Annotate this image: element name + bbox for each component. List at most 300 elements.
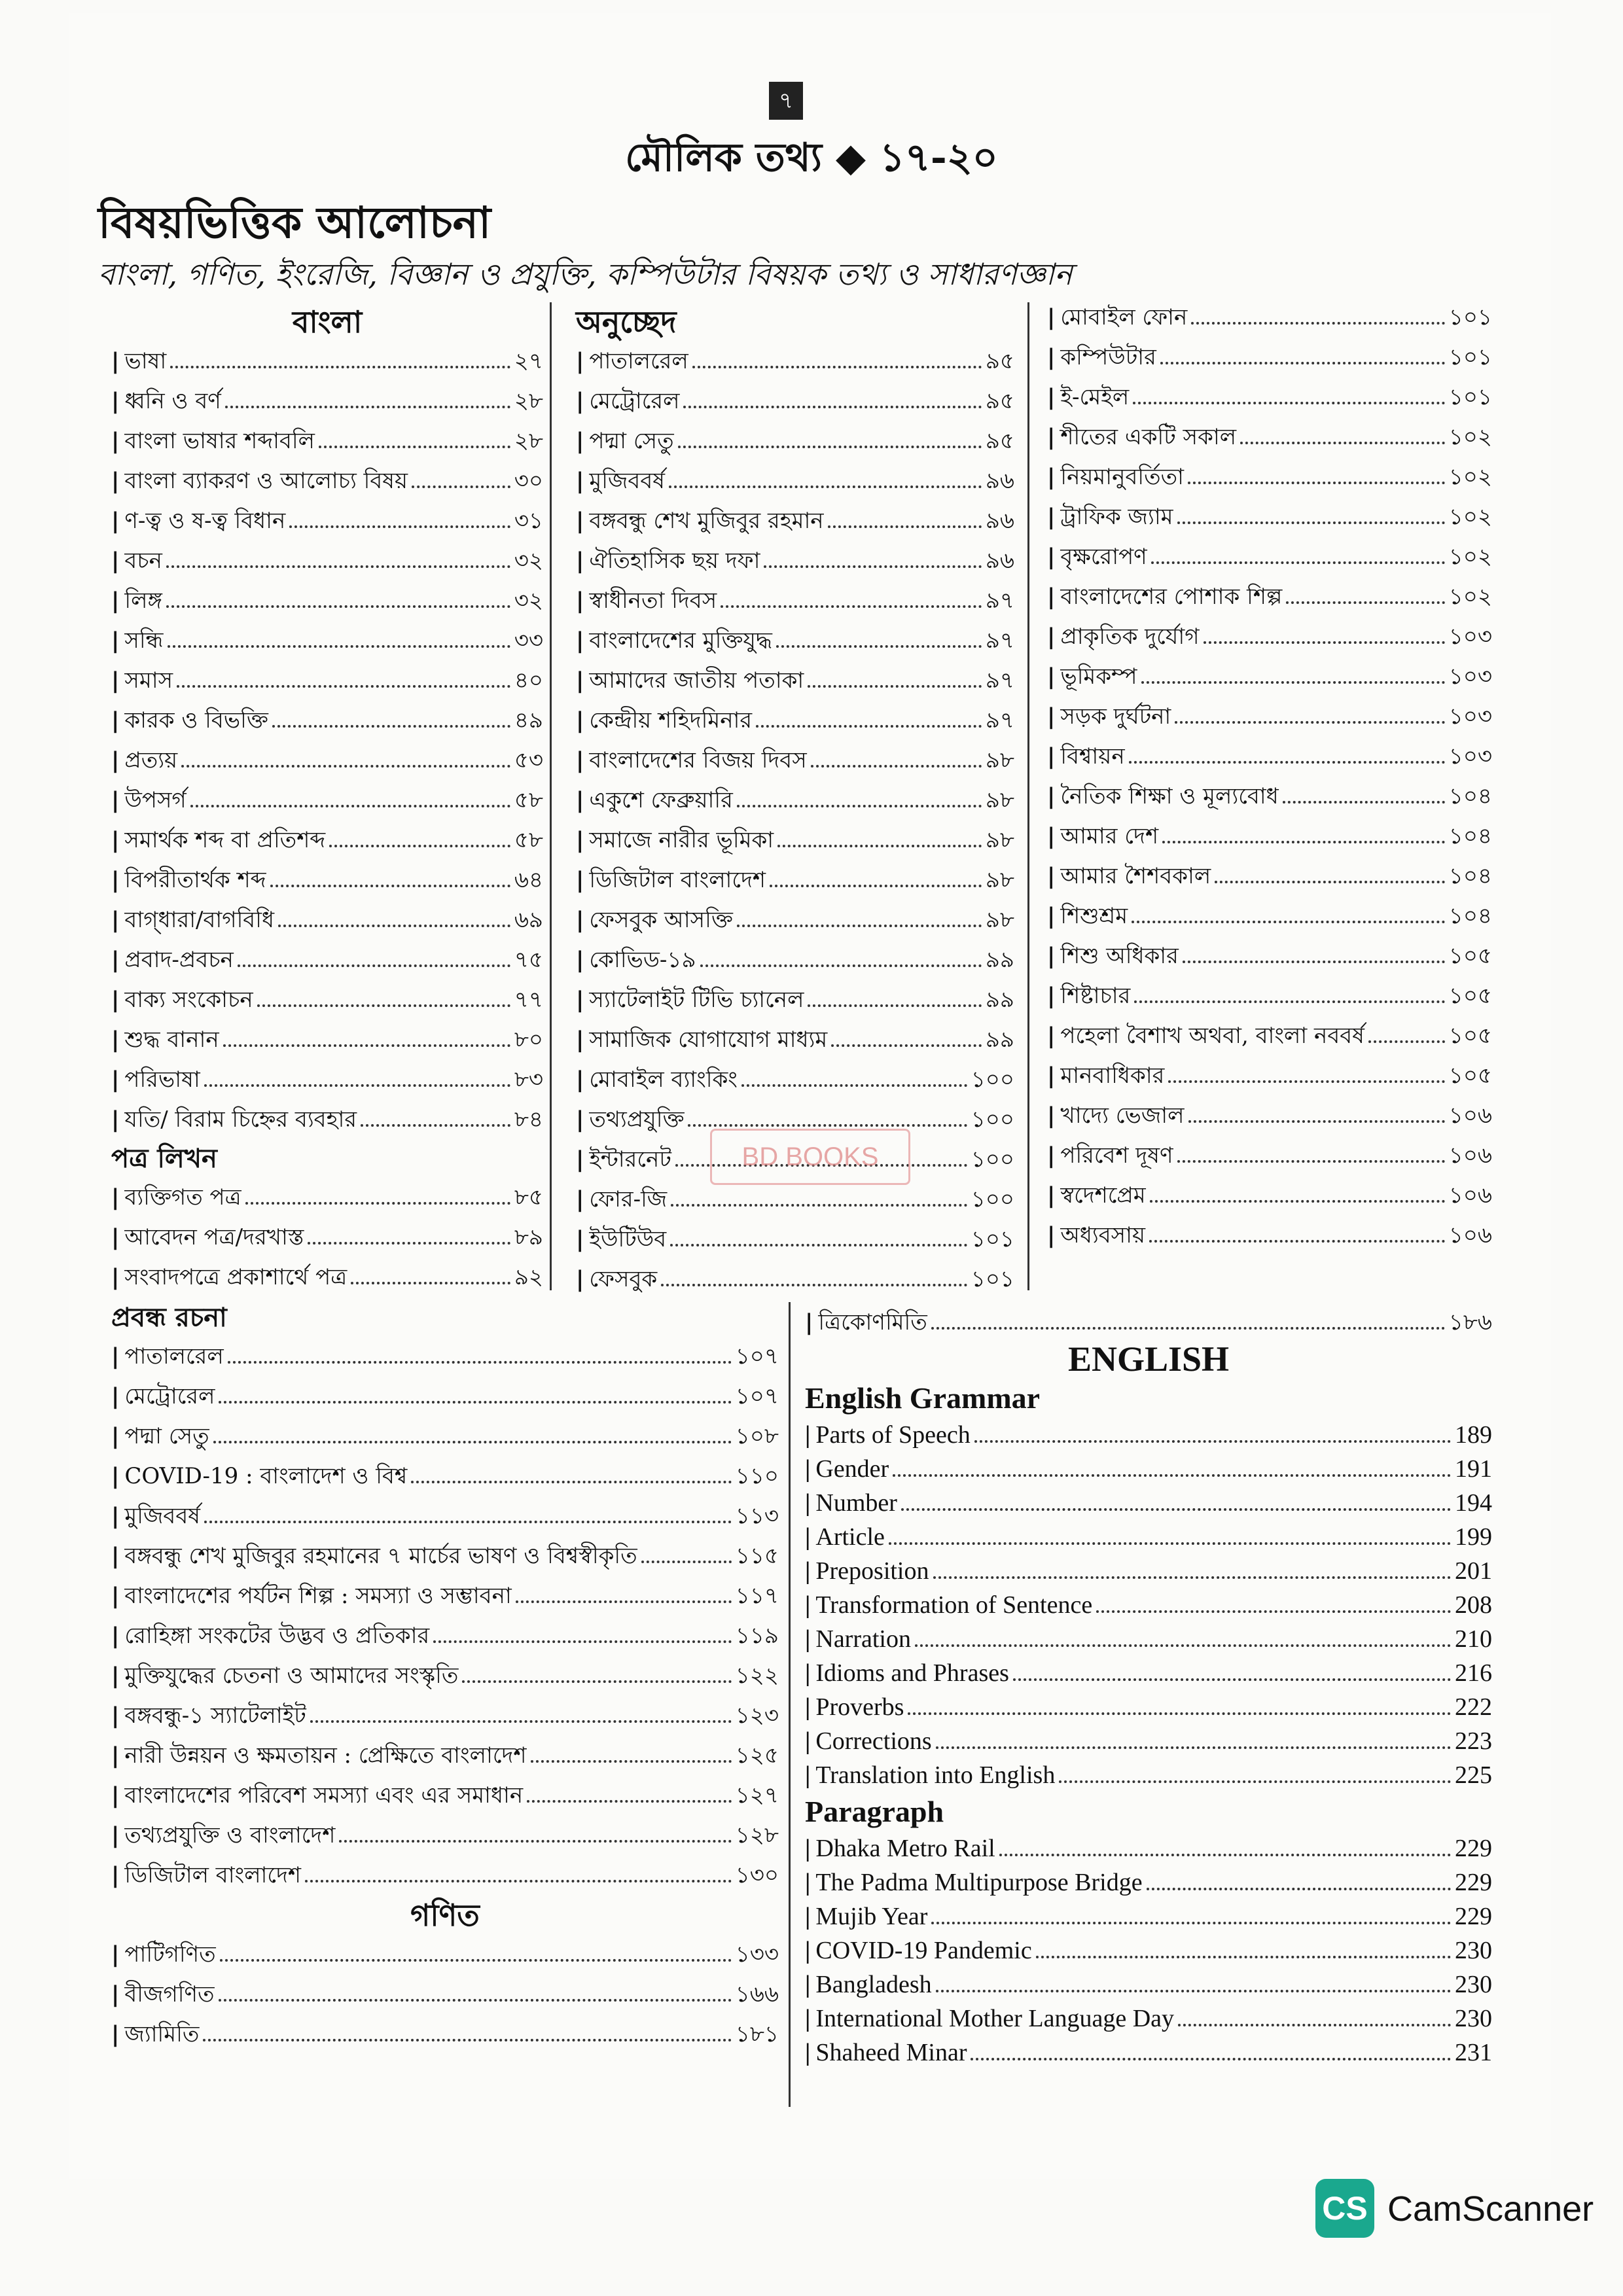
item-page: ১০০ bbox=[971, 1146, 1014, 1173]
item-label: সন্ধি bbox=[124, 627, 164, 654]
item-page: ৮৩ bbox=[514, 1067, 543, 1093]
dot-leader bbox=[257, 993, 510, 1007]
item-label: স্যাটেলাইট টিভি চ্যানেল bbox=[589, 987, 804, 1013]
dot-leader bbox=[1129, 749, 1445, 764]
list-item bbox=[111, 1377, 779, 1417]
list-item bbox=[111, 581, 543, 621]
column-english bbox=[805, 1305, 1492, 2070]
item-page: ৫৮ bbox=[514, 787, 543, 813]
list-item bbox=[1047, 537, 1492, 577]
item-page: ৯৭ bbox=[985, 588, 1014, 614]
item-label: নিয়মানুবর্তিতা bbox=[1060, 464, 1184, 490]
dot-leader bbox=[339, 1828, 731, 1843]
item-page: ১১৩ bbox=[735, 1503, 779, 1529]
bullet-bar: | bbox=[111, 1503, 120, 1529]
dot-leader bbox=[270, 873, 510, 887]
list-item bbox=[576, 541, 1014, 581]
bullet-bar: | bbox=[1047, 983, 1056, 1009]
item-page: ৫৩ bbox=[514, 747, 543, 773]
bullet-bar: | bbox=[111, 1184, 120, 1210]
item-page: ১১০ bbox=[735, 1463, 779, 1489]
item-label: Gender bbox=[815, 1455, 889, 1483]
list-item bbox=[1047, 657, 1492, 697]
dot-leader bbox=[1286, 590, 1444, 604]
bullet-bar: | bbox=[1047, 703, 1056, 730]
item-page: ১০৮ bbox=[735, 1423, 779, 1449]
bullet-bar: | bbox=[1047, 1023, 1056, 1049]
dot-leader bbox=[462, 1669, 731, 1683]
dot-leader bbox=[669, 474, 982, 488]
dot-leader bbox=[1368, 1029, 1445, 1043]
dot-leader bbox=[223, 1033, 510, 1047]
list-item bbox=[576, 781, 1014, 821]
item-page: ৪০ bbox=[514, 667, 543, 694]
list-item bbox=[576, 741, 1014, 781]
list-item bbox=[111, 1060, 543, 1100]
bullet-bar: | bbox=[576, 1027, 584, 1053]
item-page: 191 bbox=[1455, 1455, 1492, 1483]
dot-leader bbox=[811, 753, 982, 768]
list-item bbox=[111, 701, 543, 741]
bullet-bar: | bbox=[576, 1106, 584, 1133]
dot-leader bbox=[1183, 949, 1445, 963]
item-page: ৭৭ bbox=[514, 987, 543, 1013]
item-label: শীতের একটি সকাল bbox=[1060, 424, 1237, 450]
item-page: 230 bbox=[1455, 1971, 1492, 1998]
bullet-bar: | bbox=[111, 428, 120, 454]
dot-leader bbox=[776, 633, 982, 648]
dot-leader bbox=[433, 1629, 732, 1643]
item-label: বাংলাদেশের পরিবেশ সমস্যা এবং এর সমাধান bbox=[124, 1782, 524, 1809]
dot-leader bbox=[641, 1549, 732, 1563]
chapter-header: মৌলিক তথ্য ◆ ১৭-২০ bbox=[625, 135, 998, 181]
bullet-bar: | bbox=[111, 348, 120, 374]
dot-leader bbox=[688, 1112, 967, 1127]
list-item bbox=[111, 342, 543, 381]
bullet-bar: | bbox=[576, 1186, 584, 1212]
dot-leader bbox=[289, 514, 510, 528]
subheading-math: গণিত bbox=[410, 1898, 480, 1933]
column-paragraphs-bn-cont bbox=[1047, 298, 1492, 1256]
item-page: ১০৪ bbox=[1448, 863, 1492, 889]
bullet-bar: | bbox=[805, 1835, 811, 1862]
list-item bbox=[111, 1100, 543, 1140]
dot-leader bbox=[204, 1072, 510, 1087]
dot-leader bbox=[361, 1112, 510, 1127]
dot-leader bbox=[225, 394, 510, 408]
bullet-bar: | bbox=[805, 1523, 811, 1551]
bullet-bar: | bbox=[1047, 663, 1056, 690]
list-item bbox=[111, 541, 543, 581]
item-page: ১২২ bbox=[735, 1663, 779, 1689]
item-label: Transformation of Sentence bbox=[815, 1591, 1093, 1619]
item-label: সামাজিক যোগাযোগ মাধ্যম bbox=[589, 1027, 828, 1053]
list-item bbox=[805, 1520, 1492, 1554]
dot-leader bbox=[931, 1910, 1451, 1924]
bullet-bar: | bbox=[1047, 823, 1056, 849]
item-page: ৯৫ bbox=[985, 348, 1014, 374]
list-item bbox=[111, 1656, 779, 1696]
item-page: ১০৭ bbox=[735, 1343, 779, 1369]
bullet-bar: | bbox=[1047, 1063, 1056, 1089]
bullet-bar: | bbox=[576, 627, 584, 654]
dot-leader bbox=[933, 1564, 1452, 1579]
bullet-bar: | bbox=[111, 1981, 120, 2007]
dot-leader bbox=[737, 793, 982, 807]
item-page: ১৩০ bbox=[735, 1862, 779, 1888]
list-item bbox=[805, 1656, 1492, 1690]
list-item bbox=[1047, 976, 1492, 1016]
item-label: বাক্য সংকোচন bbox=[124, 987, 253, 1013]
list-item bbox=[1047, 1056, 1492, 1096]
item-page: ৮৪ bbox=[514, 1106, 543, 1133]
item-label: ধ্বনি ও বর্ণ bbox=[124, 388, 221, 414]
dot-leader bbox=[278, 913, 510, 927]
item-page: ৪৯ bbox=[514, 707, 543, 733]
list-item: | ত্রিকোণমিতি ১৮৬ bbox=[805, 1309, 1492, 1335]
item-label: প্রাকৃতিক দুর্যোগ bbox=[1060, 624, 1200, 650]
item-label: নৈতিক শিক্ষা ও মূল্যবোধ bbox=[1060, 783, 1279, 809]
bullet-bar: | bbox=[1047, 504, 1056, 530]
dot-leader bbox=[204, 1509, 732, 1523]
bullet-bar: | bbox=[805, 1421, 811, 1449]
dot-leader bbox=[177, 673, 510, 688]
item-label: প্রত্যয় bbox=[124, 747, 178, 773]
bullet-bar: | bbox=[111, 947, 120, 973]
bullet-bar: | bbox=[576, 787, 584, 813]
list-item bbox=[111, 1496, 779, 1536]
list-item bbox=[111, 501, 543, 541]
list-item bbox=[111, 1816, 779, 1856]
dot-leader bbox=[1132, 909, 1445, 923]
dot-leader bbox=[831, 1033, 982, 1047]
item-label: বৃক্ষরোপণ bbox=[1060, 544, 1147, 570]
dot-leader bbox=[1150, 1188, 1445, 1203]
dot-leader bbox=[828, 514, 982, 528]
item-page: ৯২ bbox=[514, 1264, 543, 1290]
list-item bbox=[111, 1935, 779, 1975]
bullet-bar: | bbox=[111, 1383, 120, 1409]
dot-leader bbox=[692, 354, 982, 368]
item-page: ৯৮ bbox=[985, 827, 1014, 853]
bullet-bar: | bbox=[111, 468, 120, 494]
bullet-bar: | bbox=[1047, 943, 1056, 969]
item-label: বাংলাদেশের পোশাক শিল্প bbox=[1060, 584, 1283, 610]
bullet-bar: | bbox=[1047, 1142, 1056, 1169]
item-page: ১০৬ bbox=[1448, 1222, 1492, 1248]
item-page: 208 bbox=[1455, 1591, 1492, 1619]
bullet-bar: | bbox=[1047, 384, 1056, 410]
bullet-bar: | bbox=[111, 827, 120, 853]
dot-leader bbox=[1059, 1769, 1451, 1783]
list-item bbox=[1047, 1096, 1492, 1136]
item-label: পরিভাষা bbox=[124, 1067, 200, 1093]
item-page: ৯৬ bbox=[985, 468, 1014, 494]
dot-leader bbox=[1177, 510, 1445, 524]
item-page: ১০১ bbox=[971, 1266, 1014, 1292]
item-page: ১০১ bbox=[1448, 344, 1492, 370]
item-page: 231 bbox=[1455, 2039, 1492, 2066]
item-page: ৫৮ bbox=[514, 827, 543, 853]
bullet-bar: | bbox=[805, 1761, 811, 1789]
item-label: স্বদেশপ্রেম bbox=[1060, 1182, 1146, 1209]
item-label: বঙ্গবন্ধু-১ স্যাটেলাইট bbox=[124, 1703, 306, 1729]
dot-leader bbox=[1240, 430, 1445, 444]
item-label: The Padma Multipurpose Bridge bbox=[815, 1869, 1143, 1896]
item-label: International Mother Language Day bbox=[815, 2005, 1174, 2032]
dot-leader bbox=[1188, 1108, 1445, 1123]
bullet-bar: | bbox=[576, 667, 584, 694]
item-label: Translation into English bbox=[815, 1761, 1056, 1789]
item-label: মেট্রোরেল bbox=[124, 1383, 215, 1409]
dot-leader bbox=[238, 953, 510, 967]
camscanner-logo: CS bbox=[1315, 2179, 1374, 2238]
list-item bbox=[805, 1418, 1492, 1452]
dot-leader bbox=[971, 2046, 1451, 2060]
item-page: ২৭ bbox=[514, 348, 543, 374]
column-heading: বাংলা bbox=[292, 304, 363, 340]
item-label: সমাস bbox=[124, 667, 173, 694]
item-page: ১০২ bbox=[1448, 464, 1492, 490]
column-heading: অনুচ্ছেদ bbox=[576, 304, 677, 340]
item-label: পাতালরেল bbox=[589, 348, 688, 374]
item-page: ১০১ bbox=[1448, 304, 1492, 330]
item-label: বাংলা ভাষার শব্দাবলি bbox=[124, 428, 315, 454]
page-number: ৭ bbox=[769, 82, 803, 120]
dot-leader bbox=[351, 1270, 510, 1284]
bullet-bar: | bbox=[805, 1557, 811, 1585]
list-item bbox=[111, 421, 543, 461]
list-item bbox=[576, 980, 1014, 1020]
dot-leader bbox=[741, 1072, 967, 1087]
item-label: বীজগণিত bbox=[124, 1981, 215, 2007]
item-page: 201 bbox=[1455, 1557, 1492, 1585]
bullet-bar: | bbox=[576, 827, 584, 853]
item-page: ১০৩ bbox=[1448, 703, 1492, 730]
item-label: COVID-19 : বাংলাদেশ ও বিশ্ব bbox=[124, 1463, 408, 1489]
bullet-bar: | bbox=[805, 1903, 811, 1930]
dot-leader bbox=[1162, 829, 1445, 843]
list-item bbox=[111, 1337, 779, 1377]
item-page: ১২৩ bbox=[735, 1703, 779, 1729]
list-item bbox=[1047, 457, 1492, 497]
item-page: ১১৫ bbox=[735, 1543, 779, 1569]
item-page: ৯৮ bbox=[985, 787, 1014, 813]
dot-leader bbox=[1178, 2012, 1451, 2026]
dot-leader bbox=[168, 633, 510, 648]
item-page: ৯৯ bbox=[985, 947, 1014, 973]
dot-leader bbox=[936, 1735, 1451, 1749]
list-item bbox=[805, 1724, 1492, 1758]
section-break bbox=[105, 1292, 1492, 1294]
list-item bbox=[111, 621, 543, 661]
item-page: ১০৬ bbox=[1448, 1142, 1492, 1169]
list-item bbox=[111, 1856, 779, 1896]
item-page: 199 bbox=[1455, 1523, 1492, 1551]
item-label: Corrections bbox=[815, 1727, 932, 1755]
item-page: ৩২ bbox=[514, 548, 543, 574]
list-item bbox=[805, 1865, 1492, 1899]
item-label: সমার্থক শব্দ বা প্রতিশব্দ bbox=[124, 827, 326, 853]
item-page: ১১৭ bbox=[735, 1583, 779, 1609]
column-bangla bbox=[111, 302, 543, 1298]
bullet-bar: | bbox=[111, 867, 120, 893]
item-label: কেন্দ্রীয় শহিদমিনার bbox=[589, 707, 753, 733]
item-label: Number bbox=[815, 1489, 897, 1517]
bullet-bar: | bbox=[111, 388, 120, 414]
dot-leader bbox=[737, 913, 982, 927]
item-page: ৯৮ bbox=[985, 747, 1014, 773]
item-label: ঐতিহাসিক ছয় দফা bbox=[589, 548, 760, 574]
dot-leader bbox=[1149, 1228, 1445, 1243]
item-label: Dhaka Metro Rail bbox=[815, 1835, 995, 1862]
dot-leader bbox=[527, 1788, 732, 1803]
bullet-bar: | bbox=[576, 468, 584, 494]
list-item bbox=[1047, 737, 1492, 777]
item-label: ইন্টারনেট bbox=[589, 1146, 671, 1173]
item-page: 194 bbox=[1455, 1489, 1492, 1517]
item-label: Narration bbox=[815, 1625, 911, 1653]
bullet-bar: | bbox=[111, 1782, 120, 1809]
item-page: ১০৫ bbox=[1448, 943, 1492, 969]
bullet-bar: | bbox=[1047, 1222, 1056, 1248]
bullet-bar: | bbox=[1047, 1103, 1056, 1129]
list-item bbox=[1047, 936, 1492, 976]
list-item bbox=[576, 621, 1014, 661]
dot-leader bbox=[889, 1530, 1451, 1545]
subheading-grammar: English Grammar bbox=[805, 1381, 1041, 1415]
list-item bbox=[805, 1622, 1492, 1656]
item-label: Mujib Year bbox=[815, 1903, 928, 1930]
list-item bbox=[576, 1060, 1014, 1100]
dot-leader bbox=[310, 1708, 732, 1723]
list-item bbox=[1047, 378, 1492, 417]
dot-leader bbox=[516, 1589, 732, 1603]
item-label: সংবাদপত্রে প্রকাশার্থে পত্র bbox=[124, 1264, 348, 1290]
camscanner-label: CamScanner bbox=[1387, 2189, 1594, 2229]
item-label: ডিজিটাল বাংলাদেশ bbox=[124, 1862, 302, 1888]
bullet-bar: | bbox=[576, 707, 584, 733]
list-item bbox=[1047, 617, 1492, 657]
item-label: শিশু অধিকার bbox=[1060, 943, 1179, 969]
bullet-bar: | bbox=[111, 1663, 120, 1689]
item-label: মোবাইল ফোন bbox=[1060, 304, 1188, 330]
list-item bbox=[576, 461, 1014, 501]
bullet-bar: | bbox=[805, 1659, 811, 1687]
item-label: বচন bbox=[124, 548, 162, 574]
item-page: 229 bbox=[1455, 1835, 1492, 1862]
bullet-bar: | bbox=[1047, 584, 1056, 610]
item-label: সড়ক দুর্ঘটনা bbox=[1060, 703, 1171, 730]
item-label: ট্রাফিক জ্যাম bbox=[1060, 504, 1173, 530]
item-page: ১০২ bbox=[1448, 584, 1492, 610]
column-essays-math bbox=[111, 1299, 779, 2055]
item-page: ১০২ bbox=[1448, 504, 1492, 530]
bullet-bar: | bbox=[576, 987, 584, 1013]
item-page: ১০০ bbox=[971, 1186, 1014, 1212]
bullet-bar: | bbox=[576, 1146, 584, 1173]
list-item bbox=[1047, 298, 1492, 338]
dot-leader bbox=[1188, 470, 1445, 484]
item-page: ৬৪ bbox=[514, 867, 543, 893]
list-item bbox=[576, 501, 1014, 541]
list-item bbox=[576, 1220, 1014, 1260]
dot-leader bbox=[1036, 1944, 1451, 1958]
dot-leader bbox=[228, 1349, 732, 1364]
bullet-bar: | bbox=[576, 867, 584, 893]
bullet-bar: | bbox=[576, 548, 584, 574]
item-label: Bangladesh bbox=[815, 1971, 932, 1998]
bullet-bar: | bbox=[1047, 903, 1056, 929]
item-page: 225 bbox=[1455, 1761, 1492, 1789]
dot-leader bbox=[661, 1272, 967, 1286]
bullet-bar: | bbox=[111, 667, 120, 694]
list-item bbox=[111, 381, 543, 421]
item-label: Parts of Speech bbox=[815, 1421, 971, 1449]
item-label: তথ্যপ্রযুক্তি bbox=[589, 1106, 685, 1133]
list-item bbox=[111, 1020, 543, 1060]
bullet-bar: | bbox=[111, 1583, 120, 1609]
list-item bbox=[1047, 896, 1492, 936]
list-item bbox=[1047, 577, 1492, 617]
bullet-bar: | bbox=[111, 1067, 120, 1093]
list-item bbox=[1047, 497, 1492, 537]
heading-english: ENGLISH bbox=[1067, 1339, 1230, 1379]
list-item bbox=[1047, 1176, 1492, 1216]
item-label: বঙ্গবন্ধু শেখ মুজিবুর রহমানের ৭ মার্চের ভাষণ ও বিশ্বস্বীকৃতি bbox=[124, 1543, 637, 1569]
bullet-bar: | bbox=[111, 987, 120, 1013]
list-item bbox=[111, 2015, 779, 2055]
item-label: ডিজিটাল বাংলাদেশ bbox=[589, 867, 766, 893]
dot-leader bbox=[329, 833, 510, 847]
item-page: ৯৯ bbox=[985, 1027, 1014, 1053]
item-label: তথ্যপ্রযুক্তি ও বাংলাদেশ bbox=[124, 1822, 336, 1848]
bullet-bar: | bbox=[1047, 424, 1056, 450]
item-page: 230 bbox=[1455, 1937, 1492, 1964]
item-label: বাগ্‌ধারা/বাগবিধি bbox=[124, 907, 275, 933]
list-item bbox=[111, 860, 543, 900]
list-item bbox=[111, 821, 543, 860]
item-label: সমাজে নারীর ভূমিকা bbox=[589, 827, 774, 853]
list-item bbox=[111, 1576, 779, 1616]
item-label: খাদ্যে ভেজাল bbox=[1060, 1103, 1185, 1129]
item-page: ৯৫ bbox=[985, 428, 1014, 454]
item-page: ১৬৬ bbox=[735, 1981, 779, 2007]
bullet-bar: | bbox=[111, 1224, 120, 1250]
item-page: ১০৪ bbox=[1448, 823, 1492, 849]
list-item bbox=[576, 701, 1014, 741]
dot-leader bbox=[808, 993, 981, 1007]
item-label: নারী উন্নয়ন ও ক্ষমতায়ন : প্রেক্ষিতে বাংলাদেশ bbox=[124, 1742, 527, 1769]
bullet-bar: | bbox=[805, 1937, 811, 1964]
dot-leader bbox=[219, 1987, 732, 2002]
item-page: ১০৬ bbox=[1448, 1182, 1492, 1209]
dot-leader bbox=[670, 1232, 967, 1246]
item-page: ১০৫ bbox=[1448, 1063, 1492, 1089]
item-label: মুজিববর্ষ bbox=[589, 468, 665, 494]
bullet-bar: | bbox=[576, 388, 584, 414]
item-label: ভূমিকম্প bbox=[1060, 663, 1137, 690]
item-label: স্বাধীনতা দিবস bbox=[589, 588, 717, 614]
bullet-bar: | bbox=[1047, 1182, 1056, 1209]
list-item bbox=[805, 1899, 1492, 1934]
dot-leader bbox=[1168, 1069, 1444, 1083]
item-label: বিপরীতার্থক শব্দ bbox=[124, 867, 266, 893]
bullet-bar: | bbox=[1047, 304, 1056, 330]
item-page: ১০২ bbox=[1448, 544, 1492, 570]
bullet-bar: | bbox=[805, 1693, 811, 1721]
item-label: ইউটিউব bbox=[589, 1226, 667, 1252]
